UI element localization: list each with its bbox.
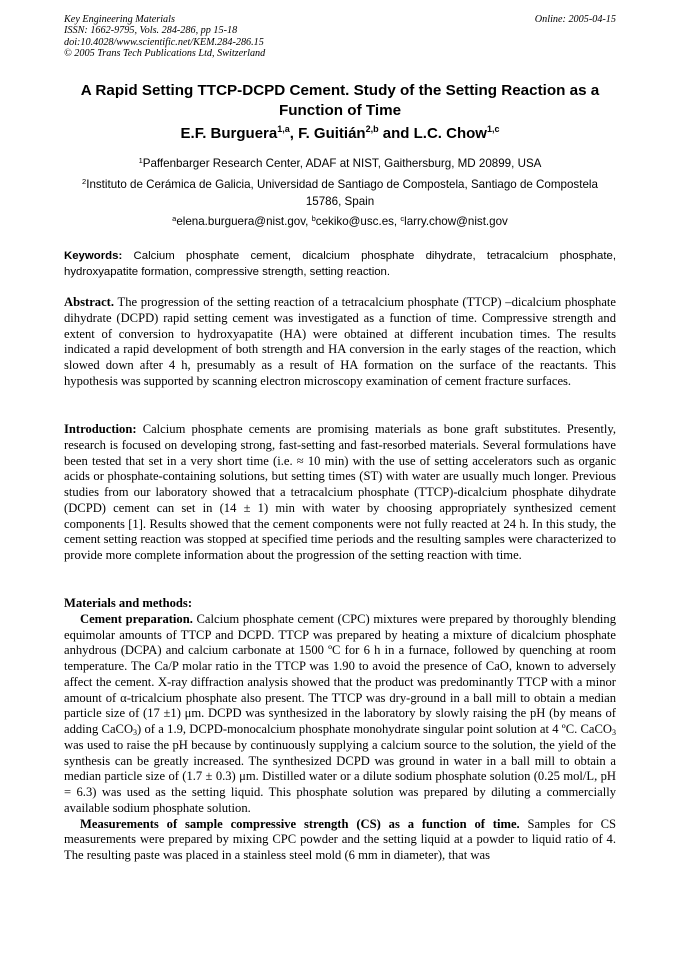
affiliation-1 [64, 155, 616, 172]
journal-header [64, 14, 616, 60]
author-separator: , [289, 125, 299, 142]
cement-preparation-text: ) of a 1.9, DCPD-monocalcium phosphate monohydrate singular point solution at 4 ºC. CaCO [137, 722, 612, 736]
email-link[interactable]: elena.burguera@nist.gov, [176, 215, 312, 228]
cement-preparation-label: Cement preparation. [80, 611, 193, 626]
methods-section [64, 596, 616, 864]
abstract-label: Abstract. [64, 295, 115, 309]
author-sup: 2,b [365, 124, 379, 134]
cement-preparation-text: was used to raise the pH because by continuously supplying a calcium source to the solution, the yield of the synthesis can be greatly increased. The synthesized DCPD was ground in water in a ball mill to obtain a median particle size of (1.7 ± 0.3) μm. Distilled water or a dilute sodium phosphate solution (0.25 mol/L, pH = 6.3) was used as the setting liquid. This phosphate solution was prepared by diluting a commercially available sodium phosphate solution. [64, 737, 616, 815]
journal-doi: doi:10.4028/www.scientific.net/KEM.284-286.15 [64, 36, 264, 48]
cement-preparation-text: Calcium phosphate cement (CPC) mixtures were prepared by thoroughly blending equimolar amounts of TTCP and DCPD. TTCP was prepared by heating a mixture of dicalcium phosphate anhydrous (DCPA) and calcium carbonate at 1500 ºC for 6 h in a furnace, followed by quenching at room temperature. The Ca/P molar ratio in the TTCP was 1.90 to avoid the presence of CaO, known to adversely affect the cement. X-ray diffraction analysis showed that the product was predominantly TTCP with a minor amount of α-tricalcium phosphate also present. The TTCP was dry-ground in a ball mill to obtain a median particle size of (17 ±1) μm. DCPD was synthesized in the laboratory by slowly raising the pH (by means of adding CaCO [64, 611, 616, 736]
journal-name: Key Engineering Materials [64, 14, 175, 25]
email-link[interactable]: larry.chow@nist.gov [404, 215, 508, 228]
email-sup: c [400, 214, 405, 223]
online-date: Online: 2005-04-15 [534, 14, 616, 25]
compressive-strength-label: Measurements of sample compressive strength (CS) as a function of time. [80, 816, 520, 831]
affiliation-2 [64, 176, 616, 210]
journal-issn: ISSN: 1662-9795, Vols. 284-286, pp 15-18 [64, 25, 238, 37]
email-sup: a [172, 214, 177, 223]
keywords-text: Calcium phosphate cement, dicalcium phosphate dihydrate, tetracalcium phosphate, hydroxyapatite formation, compressive strength, setting reaction. [64, 250, 616, 278]
affiliation-sup: 2 [82, 177, 87, 186]
compressive-strength-paragraph [64, 817, 616, 864]
email-link[interactable]: cekiko@usc.es, [315, 215, 401, 228]
keywords-label: Keywords: [64, 250, 123, 262]
keywords-paragraph [64, 249, 616, 280]
email-sup: b [311, 214, 316, 223]
author-separator: and [378, 125, 414, 142]
abstract-paragraph [64, 295, 616, 390]
author-name: L.C. Chow [413, 125, 487, 142]
author-list [64, 124, 616, 144]
subscript: 3 [133, 728, 138, 737]
methods-heading: Materials and methods: [64, 596, 193, 610]
author-sup: 1,c [486, 124, 500, 134]
introduction-paragraph [64, 422, 616, 564]
introduction-text: Calcium phosphate cements are promising materials as bone graft substitutes. Presently, research is focused on developing strong, fast-setting and fast-resorbed materials. Several formulations have been tested that set in a very short time (i.e. ≈ 10 min) with the use of setting accelerators such as organic acids or phosphate-containing solutions, but setting times (ST) with water are usually much longer. Previous studies from our laboratory showed that a tetracalcium phosphate (TTCP)-dicalcium phosphate dihydrate (DCPD) cement can set in (14 ± 1) min with water by choosing appropriately synthesized cement components [1]. Results showed that the cement components were not fully reacted at 24 h. In this study, the cement setting reaction was stopped at specified time periods and the resulting samples were characterized to provide more complete information about the progression of the setting reaction with time. [64, 422, 616, 562]
author-name: E.F. Burguera [180, 125, 278, 142]
introduction-label: Introduction: [64, 422, 137, 436]
abstract-text: The progression of the setting reaction of a tetracalcium phosphate (TTCP) –dicalcium phosphate dihydrate (DCPD) rapid setting cement was investigated as a function of time. Compressive strength and extent of conversion to hydroxyapatite (HA) were obtained at different incubation times. The results indicated a rapid development of both strength and HA conversion in the early stages of the reaction, which slowed down after 4 h, presumably as a result of HA formation on the surface of the reactants. This hypothesis was supported by scanning electron microscopy examination of cement fracture surfaces. [64, 295, 616, 388]
cement-preparation-paragraph [64, 612, 616, 817]
affiliation-sup: 1 [138, 156, 143, 165]
subscript: 3 [612, 728, 616, 737]
journal-copyright: © 2005 Trans Tech Publications Ltd, Switzerland [64, 48, 266, 60]
affiliation-text: Paffenbarger Research Center, ADAF at NIST, Gaithersburg, MD 20899, USA [142, 157, 542, 170]
affiliation-text: Instituto de Cerámica de Galicia, Universidad de Santiago de Compostela, Santiago de Compostela 15786, Spain [86, 178, 598, 208]
email-list [64, 213, 616, 230]
author-sup: 1,a [277, 124, 290, 134]
paper-title: A Rapid Setting TTCP-DCPD Cement. Study of the Setting Reaction as a Function of Time [80, 82, 600, 119]
compressive-strength-text: Samples for CS measurements were prepared by mixing CPC powder and the setting liquid at a powder to liquid ratio of 4. The resulting paste was placed in a stainless steel mold (6 mm in diameter), that was [64, 816, 616, 862]
author-name: F. Guitián [298, 125, 366, 142]
